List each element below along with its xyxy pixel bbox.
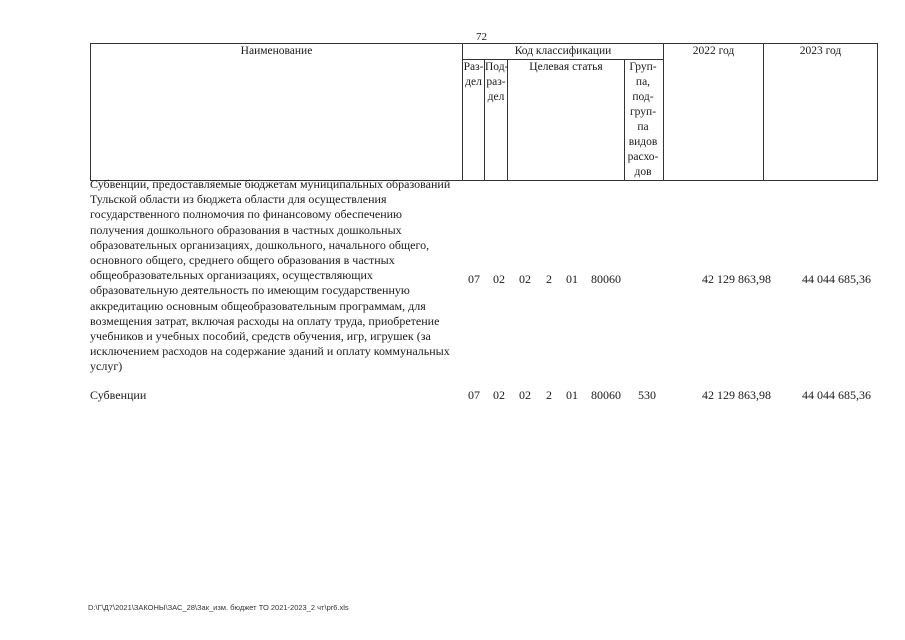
cell-group: 530 — [638, 388, 656, 402]
table-row — [90, 388, 877, 404]
header-classification: Код классификации — [463, 44, 664, 60]
cell-section: 07 — [468, 272, 480, 286]
row-name: Субвенции — [90, 388, 147, 402]
cell-target-article-4: 80060 — [591, 388, 621, 402]
cell-subsection: 02 — [493, 388, 505, 402]
cell-target-article-1: 02 — [519, 272, 531, 286]
table-header — [90, 43, 878, 181]
header-name: Наименование — [91, 44, 463, 181]
table-row — [90, 177, 877, 377]
row-name: Субвенции, предоставляемые бюджетам муниципальных образований Тульской области из бюджета области для осуществления государственного полномочия по финансовому обеспечению получения дошкольного образования в частных дошкольных образовательных организациях, дошкольного, начального общего, основного общего, среднего общего образования в частных общеобразовательных организациях, осуществляющих образовательную деятельность по имеющим государственную аккредитацию основным общеобразовательным программам, для возмещения затрат, включая расходы на оплату труда, приобретение учебников и учебных пособий, средств обучения, игр, игрушек (за исключением расходов на содержание зданий и оплату коммунальных услуг) — [90, 177, 451, 374]
header-target-article: Целевая статья — [508, 60, 625, 181]
cell-target-article-2: 2 — [546, 272, 552, 286]
cell-year-2022: 42 129 863,98 — [702, 388, 771, 402]
header-group: Груп- па, под- груп- па видов расхо- дов — [625, 60, 664, 181]
page-number: 72 — [476, 31, 487, 43]
cell-target-article-3: 01 — [566, 388, 578, 402]
cell-target-article-1: 02 — [519, 388, 531, 402]
header-year-2023: 2023 год — [764, 44, 878, 181]
header-subsection: Под- раз- дел — [485, 60, 508, 181]
header-year-2022: 2022 год — [664, 44, 764, 181]
cell-year-2022: 42 129 863,98 — [702, 272, 771, 286]
cell-target-article-3: 01 — [566, 272, 578, 286]
header-section: Раз- дел — [463, 60, 485, 181]
cell-section: 07 — [468, 388, 480, 402]
cell-target-article-2: 2 — [546, 388, 552, 402]
footer-file-path: D:\Г\Д7\2021\ЗАКОНЫ\ЗАС_28\Зак_изм. бюджет ТО 2021-2023_2 чт\pr6.xls — [88, 603, 349, 612]
cell-year-2023: 44 044 685,36 — [802, 272, 871, 286]
cell-year-2023: 44 044 685,36 — [802, 388, 871, 402]
cell-target-article-4: 80060 — [591, 272, 621, 286]
cell-subsection: 02 — [493, 272, 505, 286]
